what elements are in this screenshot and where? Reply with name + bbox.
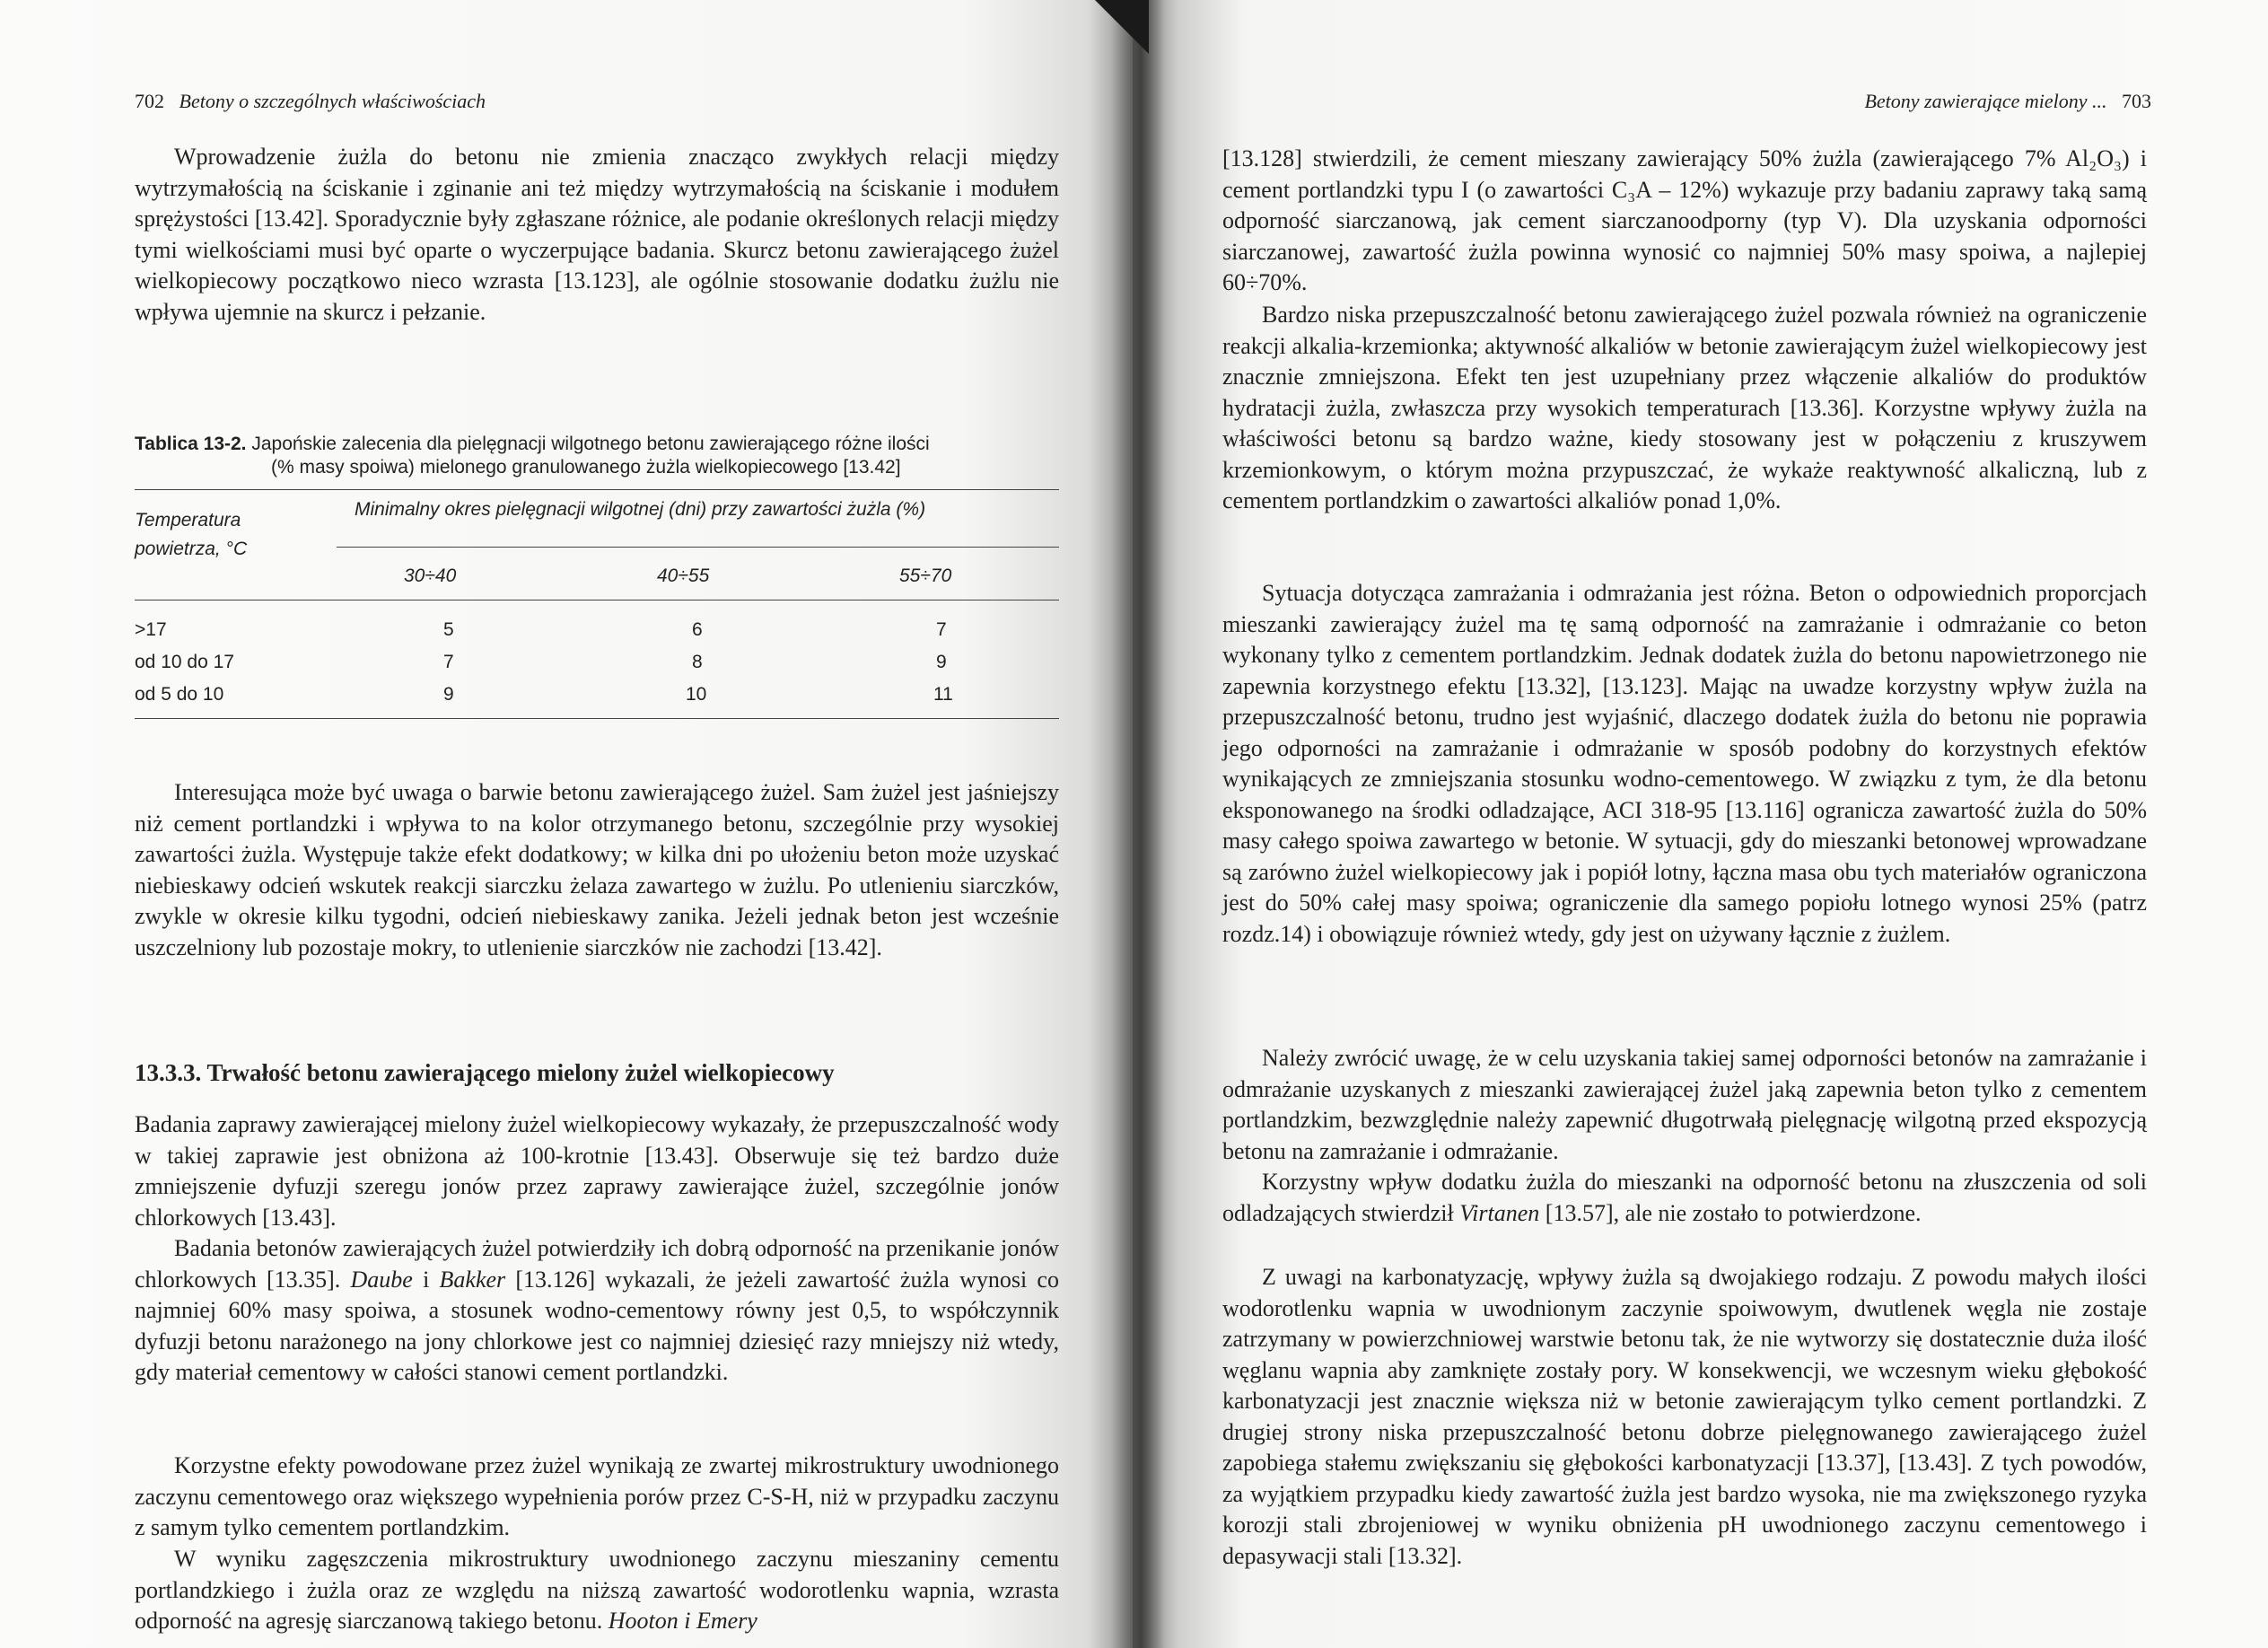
right-paragraph-4: Należy zwrócić uwagę, że w celu uzyskania takiej samej odporności betonów na zamrażanie i odmrażanie uzyskanych z mieszanki zawierającej żużel jaką zapewnia beton tylko z cementem portlandzkim, bezwzględnie należy zapewnić długotrwałą pielęgnację wilgotną przed ekspozycją betonu na zamrażanie i odmrażanie.	[1222, 1045, 2147, 1164]
right-page-header	[1864, 90, 2151, 113]
table-subheader-2: 40÷55	[657, 565, 710, 586]
left-paragraph-2: Interesująca może być uwaga o barwie betonu zawierającego żużel. Sam żużel jest jaśniejszy niż cement portlandzki i wpływa to na kolor otrzymanego betonu, szczególnie przy wysokiej zawartości żużla. Występuje także efekt dodatkowy; w kilka dni po ułożeniu beton może uzyskać niebieskawy odcień wskutek reakcji siarczku żelaza zawartego w żużlu. Po utlenieniu siarczków, zwykle w okresie kilku tygodni, odcień niebieskawy zanika. Jeżeli jednak beton jest wcześnie uszczelniony lub pozostaje mokry, to utlenienie siarczków nie zachodzi [13.42].	[135, 779, 1059, 960]
table-row-1-v2: 6	[692, 619, 703, 640]
table-row-3-temp: od 5 do 10	[135, 684, 224, 705]
table-row-2-v1: 7	[443, 652, 454, 672]
left-paragraph-4-i: i	[412, 1266, 440, 1293]
book-gutter-shadow	[1111, 0, 1165, 1648]
table-row-3-v2: 10	[686, 684, 707, 705]
left-paragraph-6-a: W wyniku zagęszczenia mikrostruktury uwodnionego zaczynu mieszaniny cementu portlandzkiego i żużla oraz ze względu na niższą zawartość wodorotlenku wapnia, wzrasta odporność na agresję siarczanową takiego betonu.	[135, 1546, 1059, 1634]
right-paragraph-5-a: Korzystny wpływ dodatku żużla do mieszanki na odporność betonu na złuszczenia od soli odladzających stwierdził	[1222, 1169, 2147, 1226]
left-page-number: 702	[135, 90, 164, 112]
table-subheader-3: 55÷70	[899, 565, 952, 586]
right-page	[1133, 0, 2268, 1648]
table-caption-line1: Japońskie zalecenia dla pielęgnacji wilgotnego betonu zawierającego różne ilości	[251, 434, 930, 454]
table-header-temp-line1: Temperatura	[135, 510, 241, 530]
right-paragraph-5-b: [13.57], ale nie zostało to potwierdzone.	[1539, 1199, 1922, 1226]
left-paragraph-4-a: Badania betonów zawierających żużel potwierdziły ich dobrą odporność na przenikanie jonów chlorkowych [13.35].	[135, 1235, 1059, 1293]
left-paragraph-4-b: [13.126] wykazali, że jeżeli zawartość żużla wynosi co najmniej 60% masy spoiwa, a stosunek wodno-cementowy równy jest 0,5, to współczynnik dyfuzji betonu narażonego na jony chlorkowe jest co najmniej dziesięć razy mniejszy niż wtedy, gdy materiał cementowy w całości stanowi cement portlandzki.	[135, 1266, 1059, 1385]
right-paragraph-2: Bardzo niska przepuszczalność betonu zawierającego żużel pozwala również na ograniczenie reakcji alkalia-krzemionka; aktywność alkaliów w betonie zawierającym żużel wielkopiecowy jest znacznie zmniejszona. Efekt ten jest uzupełniany przez włączenie alkaliów do produktów hydratacji żużla, zwłaszcza przy wysokich temperaturach [13.36]. Korzystne wpływy żużla na właściwości betonu są bardzo ważne, kiedy stosowany jest w połączeniu z kruszywem krzemionkowym, o którym można przypuszczać, że wykaże reaktywność alkaliczną, lub z cementem portlandzkim o zawartości alkaliów ponad 1,0%.	[1222, 302, 2147, 513]
table-rule-group	[337, 547, 1059, 548]
table-row-1-temp: >17	[135, 619, 167, 640]
author-virtanen: Virtanen	[1459, 1199, 1540, 1226]
table-row-2-v3: 9	[936, 652, 947, 672]
left-running-title: Betony o szczególnych właściwościach	[179, 90, 486, 112]
table-rule-top	[135, 489, 1059, 490]
author-hooton-emery: Hooton i Emery	[608, 1608, 757, 1634]
table-row-3-v3: 11	[933, 684, 953, 705]
left-paragraph-3: Badania zaprawy zawierającej mielony żużel wielkopiecowy wykazały, że przepuszczalność wody w takiej zaprawie jest obniżona aż 100-krotnie [13.43]. Obserwuje się też bardzo duże zmniejszenie dyfuzji szeregu jonów przez zaprawy zawierające żużel, szczególnie jonów chlorkowych [13.43].	[135, 1111, 1059, 1231]
right-running-title: Betony zawierające mielony ...	[1864, 90, 2107, 112]
table-row-3-v1: 9	[443, 684, 454, 705]
left-page-header	[135, 90, 486, 113]
table-group-header: Minimalny okres pielęgnacji wilgotnej (dni) przy zawartości żużla (%)	[355, 499, 926, 520]
left-paragraph-1: Wprowadzenie żużla do betonu nie zmienia znacząco zwykłych relacji między wytrzymałością na ściskanie i zginanie ani też między wytrzymałością na ściskanie i modułem sprężystości [13.42]. Sporadycznie były zgłaszane różnice, ale podanie określonych relacji między tymi wielkościami musi być oparte o wyczerpujące badania. Skurcz betonu zawierającego żużel wielkopiecowy początkowo nieco wzrasta [13.123], ale ogólnie stosowanie dodatku żużlu nie wpływa ujemnie na skurcz i pełzanie.	[135, 144, 1059, 325]
table-header-temp-line2: powietrza, °C	[135, 539, 248, 559]
right-paragraph-6: Z uwagi na karbonatyzację, wpływy żużla są dwojakiego rodzaju. Z powodu małych ilości wodorotlenku wapnia w uwodnionym zaczynie spoiwowym, dwutlenek węgla nie zostaje zatrzymany w powierzchniowej warstwie betonu tak, że nie wytworzy się dostatecznie duża ilość węglanu wapnia aby zamknięte zostały pory. W konsekwencji, we wczesnym wieku głębokość karbonatyzacji jest znacznie większa niż w betonie zawierającym tylko cement portlandzki. Z drugiej strony niska przepuszczalność betonu dobrze pielęgnowanego zawierającego żużel zapobiega stałemu zwiększaniu się głębokości karbonatyzacji [13.37], [13.43]. Z tych powodów, za wyjątkiem przypadku kiedy zawartość żużla jest bardzo wysoka, nie ma zwiększonego ryzyka korozji stali zbrojeniowej w wyniku obniżenia pH uwodnionego zaczynu cementowego i depasywacji stali [13.32].	[1222, 1264, 2147, 1569]
left-paragraph-5: Korzystne efekty powodowane przez żużel wynikają ze zwartej mikrostruktury uwodnionego zaczynu cementowego oraz większego wypełnienia porów przez C-S-H, niż w przypadku zaczynu z samym tylko cementem portlandzkim.	[135, 1452, 1059, 1540]
table-row-1-v3: 7	[936, 619, 947, 640]
table-rule-bottom	[135, 718, 1059, 719]
section-heading: 13.3.3. Trwałość betonu zawierającego mielony żużel wielkopiecowy	[135, 1059, 835, 1086]
left-paragraph-6	[135, 1544, 1059, 1637]
table-subheader-1: 30÷40	[404, 565, 457, 586]
table-caption	[135, 433, 1059, 479]
table-row-1-v1: 5	[443, 619, 454, 640]
right-page-number: 703	[2122, 90, 2151, 112]
table-row-2-temp: od 10 do 17	[135, 652, 234, 672]
left-page	[0, 0, 1133, 1648]
right-paragraph-5	[1222, 1167, 2147, 1229]
author-bakker: Bakker	[439, 1266, 506, 1293]
left-paragraph-4	[135, 1233, 1059, 1389]
table-caption-label: Tablica 13-2.	[135, 434, 247, 454]
table-row-2-v2: 8	[692, 652, 703, 672]
right-paragraph-1: [13.128] stwierdzili, że cement mieszany zawierający 50% żużla (zawierającego 7% Al₂O₃) i cement portlandzki typu I (o zawartości C₃A – 12%) wykazuje przy badaniu zaprawy taką samą odporność siarczanową, jak cement siarczanoodporny (typ V). Dla uzyskania odporności siarczanowej, zawartość żużla powinna wynosić co najmniej 50% masy spoiwa, a najlepiej 60÷70%.	[1222, 145, 2147, 295]
table-caption-line2: (% masy spoiwa) mielonego granulowanego żużla wielkopiecowego [13.42]	[271, 457, 901, 478]
author-daube: Daube	[350, 1266, 413, 1293]
right-paragraph-3: Sytuacja dotycząca zamrażania i odmrażania jest różna. Beton o odpowiednich proporcjach mieszanki zawierający żużel ma tę samą odporność na zamrażanie i odmrażanie co beton wykonany tylko z cementem portlandzkim. Jednak dodatek żużla do betonu napowietrzonego nie zapewnia korzystnego efektu [13.32], [13.123]. Mając na uwadze korzystny wpływ żużla na przepuszczalność betonu, trudno jest wyjaśnić, dlaczego dodatek żużla do betonu nie poprawia jego odporności na zamrażanie i odmrażanie w sposób podobny do korzystnych efektów wynikających ze zmniejszania stosunku wodno-cementowego. W związku z tym, że dla betonu eksponowanego na środki odladzające, ACI 318-95 [13.116] ogranicza zawartość żużla do 50% masy całego spoiwa zawartego w betonie. W sytuacji, gdy do mieszanki betonowej wprowadzane są zarówno żużel wielkopiecowy jak i popiół lotny, łączna masa obu tych materiałów ograniczona jest do 50% całej masy spoiwa; ograniczenie dla samego popiołu lotnego wynosi 25% (patrz rozdz.14) i obowiązuje również wtedy, gdy jest on używany łącznie z żużlem.	[1222, 580, 2147, 947]
